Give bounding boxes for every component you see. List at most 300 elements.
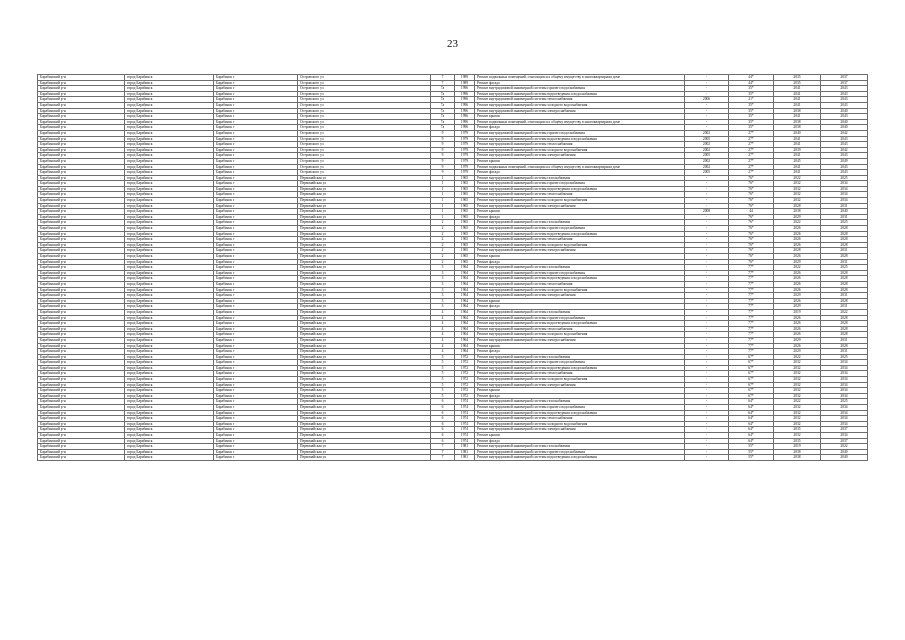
cell-year_from: 2026 [774,287,821,293]
cell-house: 6 [431,438,455,444]
cell-year_to: 2043 [821,97,868,103]
cell-work: Ремонт крыши [475,254,685,260]
cell-city: город Барабинск [125,192,214,198]
cell-current: - [685,354,729,360]
cell-city: город Барабинск [125,382,214,388]
cell-work: Ремонт внутридомовой инженерной системы электроснабжения [475,108,685,114]
cell-value: 35* [729,125,774,131]
cell-work: Ремонт внутридомовой инженерной системы холодного водоснабжения [475,102,685,108]
cell-work: Ремонт крыши [475,114,685,120]
cell-city: город Барабинск [125,377,214,383]
cell-current: - [685,192,729,198]
cell-settlement: Барабинск г [214,360,298,366]
cell-year_from: 2026 [774,315,821,321]
cell-year_to: 2040 [821,108,868,114]
cell-district: Барабинский р-н [38,75,125,81]
cell-street: Первомайская ул [298,321,431,327]
cell-street: Первомайская ул [298,226,431,232]
cell-district: Барабинский р-н [38,142,125,148]
cell-current: - [685,337,729,343]
cell-value: 76* [729,214,774,220]
cell-value: 35* [729,102,774,108]
cell-settlement: Барабинск г [214,265,298,271]
cell-district: Барабинский р-н [38,192,125,198]
cell-district: Барабинский р-н [38,136,125,142]
cell-year_to: 2031 [821,349,868,355]
cell-city: город Барабинск [125,354,214,360]
cell-city: город Барабинск [125,427,214,433]
cell-year_to: 2028 [821,270,868,276]
cell-current: - [685,365,729,371]
cell-street: Островского ул [298,119,431,125]
cell-street: Первомайская ул [298,421,431,427]
cell-district: Барабинский р-н [38,147,125,153]
cell-house: 6 [431,416,455,422]
cell-settlement: Барабинск г [214,203,298,209]
cell-value: 77* [729,287,774,293]
cell-value: 77* [729,270,774,276]
cell-year_from: 2032 [774,365,821,371]
cell-city: город Барабинск [125,365,214,371]
cell-house: 7а [431,125,455,131]
cell-value: 27* [729,130,774,136]
cell-district: Барабинский р-н [38,108,125,114]
cell-district: Барабинский р-н [38,220,125,226]
cell-current: - [685,276,729,282]
cell-value: 64* [729,427,774,433]
cell-year_to: 2034 [821,382,868,388]
cell-settlement: Барабинск г [214,231,298,237]
cell-year: 1996 [455,125,475,131]
cell-year_from: 2029 [774,337,821,343]
cell-year_to: 2034 [821,388,868,394]
cell-year: 1979 [455,142,475,148]
cell-street: Первомайская ул [298,360,431,366]
cell-value: 76* [729,226,774,232]
cell-settlement: Барабинск г [214,226,298,232]
cell-year_from: 2032 [774,360,821,366]
cell-house: 7 [431,455,455,461]
cell-work: Ремонт фасада [475,393,685,399]
cell-year_to: 2043 [821,142,868,148]
cell-year_to: 2028 [821,343,868,349]
cell-year_to: 2028 [821,298,868,304]
cell-current: - [685,309,729,315]
cell-year_to: 2031 [821,248,868,254]
cell-settlement: Барабинск г [214,119,298,125]
cell-current: - [685,433,729,439]
cell-street: Первомайская ул [298,416,431,422]
cell-settlement: Барабинск г [214,343,298,349]
cell-house: 3 [431,276,455,282]
cell-year: 1964 [455,332,475,338]
cell-current: - [685,80,729,86]
cell-year_from: 2028 [774,248,821,254]
cell-work: Ремонт внутридомовой инженерной системы холодного водоснабжения [475,377,685,383]
cell-year: 1965 [455,192,475,198]
cell-street: Островского ул [298,75,431,81]
cell-value: 64* [729,405,774,411]
cell-work: Ремонт внутридомовой инженерной системы теплоснабжения [475,142,685,148]
cell-district: Барабинский р-н [38,315,125,321]
cell-work: Ремонт подвальных помещений, относящихся к общему имуществу в многоквартирном доме [475,119,685,125]
cell-street: Островского ул [298,130,431,136]
cell-year: 1979 [455,170,475,176]
cell-value: 77* [729,298,774,304]
cell-year_from: 2041 [774,136,821,142]
cell-house: 2 [431,220,455,226]
cell-year_to: 2031 [821,259,868,265]
cell-district: Барабинский р-н [38,399,125,405]
cell-district: Барабинский р-н [38,455,125,461]
cell-value: 76* [729,175,774,181]
cell-street: Первомайская ул [298,192,431,198]
cell-house: 1 [431,181,455,187]
cell-year_to: 2028 [821,226,868,232]
cell-street: Первомайская ул [298,181,431,187]
cell-settlement: Барабинск г [214,125,298,131]
cell-city: город Барабинск [125,304,214,310]
cell-city: город Барабинск [125,75,214,81]
cell-year_to: 2034 [821,405,868,411]
cell-district: Барабинский р-н [38,393,125,399]
cell-work: Ремонт внутридомовой инженерной системы газоснабжения [475,309,685,315]
cell-value: 35* [729,108,774,114]
cell-house: 7а [431,86,455,92]
cell-year_from: 2038 [774,449,821,455]
cell-house: 7 [431,75,455,81]
cell-house: 2 [431,242,455,248]
cell-house: 4 [431,337,455,343]
cell-year_from: 2029 [774,214,821,220]
cell-current: - [685,108,729,114]
cell-house: 2 [431,226,455,232]
cell-work: Ремонт внутридомовой инженерной системы электроснабжения [475,248,685,254]
cell-city: город Барабинск [125,226,214,232]
cell-house: 6 [431,399,455,405]
cell-year: 1965 [455,203,475,209]
cell-work: Ремонт внутридомовой инженерной системы горячего водоснабжения [475,226,685,232]
cell-year_from: 2045 [774,158,821,164]
cell-street: Первомайская ул [298,270,431,276]
cell-district: Барабинский р-н [38,226,125,232]
cell-street: Островского ул [298,97,431,103]
cell-district: Барабинский р-н [38,181,125,187]
cell-street: Первомайская ул [298,377,431,383]
cell-year_from: 2035 [774,427,821,433]
cell-district: Барабинский р-н [38,438,125,444]
cell-house: 9 [431,158,455,164]
cell-year: 1979 [455,136,475,142]
cell-street: Первомайская ул [298,276,431,282]
cell-year_from: 2041 [774,102,821,108]
cell-city: город Барабинск [125,332,214,338]
cell-year_from: 2032 [774,192,821,198]
cell-district: Барабинский р-н [38,158,125,164]
cell-district: Барабинский р-н [38,281,125,287]
cell-current: 2006 [685,97,729,103]
cell-street: Первомайская ул [298,410,431,416]
cell-year_to: 2028 [821,242,868,248]
cell-settlement: Барабинск г [214,287,298,293]
cell-year: 1964 [455,326,475,332]
cell-work: Ремонт внутридомовой инженерной системы водоотведения и водоснабжения [475,186,685,192]
cell-district: Барабинский р-н [38,433,125,439]
cell-district: Барабинский р-н [38,382,125,388]
cell-current: - [685,427,729,433]
cell-house: 7а [431,108,455,114]
cell-current: - [685,388,729,394]
cell-year_from: 2040 [774,130,821,136]
cell-year_to: 2034 [821,371,868,377]
cell-house: 2 [431,259,455,265]
cell-settlement: Барабинск г [214,147,298,153]
cell-value: 76* [729,248,774,254]
cell-settlement: Барабинск г [214,86,298,92]
cell-current: 2005 [685,136,729,142]
cell-street: Первомайская ул [298,343,431,349]
cell-work: Ремонт внутридомовой инженерной системы водоотведения и водоснабжения [475,91,685,97]
cell-year: 1979 [455,130,475,136]
cell-street: Первомайская ул [298,220,431,226]
cell-city: город Барабинск [125,343,214,349]
cell-year_to: 2028 [821,326,868,332]
cell-house: 7а [431,114,455,120]
cell-street: Первомайская ул [298,382,431,388]
cell-value: 27* [729,153,774,159]
cell-year: 1964 [455,265,475,271]
cell-district: Барабинский р-н [38,321,125,327]
cell-current: - [685,237,729,243]
cell-street: Первомайская ул [298,293,431,299]
cell-street: Островского ул [298,86,431,92]
cell-settlement: Барабинск г [214,220,298,226]
cell-street: Первомайская ул [298,214,431,220]
cell-house: 5 [431,360,455,366]
cell-settlement: Барабинск г [214,365,298,371]
cell-year_to: 2025 [821,220,868,226]
cell-year_from: 2026 [774,237,821,243]
cell-street: Островского ул [298,153,431,159]
cell-house: 4 [431,326,455,332]
cell-street: Первомайская ул [298,309,431,315]
cell-house: 3 [431,293,455,299]
cell-year: 1979 [455,153,475,159]
cell-district: Барабинский р-н [38,388,125,394]
cell-year_from: 2026 [774,298,821,304]
cell-street: Первомайская ул [298,203,431,209]
cell-district: Барабинский р-н [38,254,125,260]
cell-settlement: Барабинск г [214,153,298,159]
cell-year_from: 2019 [774,444,821,450]
cell-year: 1989 [455,75,475,81]
cell-year: 1972 [455,377,475,383]
cell-year: 1996 [455,102,475,108]
cell-year_to: 2040 [821,455,868,461]
cell-year_to: 2025 [821,175,868,181]
cell-city: город Барабинск [125,248,214,254]
cell-current: - [685,248,729,254]
cell-value: 77* [729,337,774,343]
cell-value: 76* [729,186,774,192]
cell-street: Первомайская ул [298,242,431,248]
cell-settlement: Барабинск г [214,298,298,304]
cell-work: Ремонт внутридомовой инженерной системы теплоснабжения [475,97,685,103]
cell-value: 27* [729,158,774,164]
cell-value: 64* [729,399,774,405]
cell-year_from: 2019 [774,309,821,315]
cell-year_to: 2025 [821,265,868,271]
cell-house: 3 [431,270,455,276]
cell-year: 1964 [455,304,475,310]
cell-city: город Барабинск [125,254,214,260]
cell-city: город Барабинск [125,293,214,299]
cell-work: Ремонт внутридомовой инженерной системы газоснабжения [475,354,685,360]
cell-year_from: 2041 [774,142,821,148]
cell-settlement: Барабинск г [214,382,298,388]
cell-settlement: Барабинск г [214,410,298,416]
cell-year_to: 2043 [821,102,868,108]
cell-house: 3 [431,298,455,304]
cell-street: Первомайская ул [298,304,431,310]
cell-district: Барабинский р-н [38,427,125,433]
cell-year: 1965 [455,259,475,265]
cell-street: Первомайская ул [298,186,431,192]
cell-street: Островского ул [298,125,431,131]
cell-year_from: 2026 [774,321,821,327]
cell-work: Ремонт фасада [475,349,685,355]
cell-house: 6 [431,410,455,416]
cell-year_from: 2028 [774,203,821,209]
cell-house: 9 [431,142,455,148]
cell-current: 2002 [685,130,729,136]
cell-work: Ремонт внутридомовой инженерной системы электроснабжения [475,337,685,343]
cell-house: 4 [431,349,455,355]
cell-house: 3 [431,265,455,271]
cell-year_from: 2035 [774,438,821,444]
cell-street: Первомайская ул [298,265,431,271]
cell-value: 67* [729,393,774,399]
cell-year_to: 2034 [821,186,868,192]
cell-settlement: Барабинск г [214,455,298,461]
cell-value: 55* [729,449,774,455]
cell-year_from: 2032 [774,388,821,394]
cell-year_to: 2043 [821,153,868,159]
cell-city: город Барабинск [125,298,214,304]
cell-year: 1972 [455,388,475,394]
cell-work: Ремонт внутридомовой инженерной системы водоотведения и водоснабжения [475,321,685,327]
cell-year: 1996 [455,97,475,103]
cell-current: - [685,321,729,327]
cell-value: 64* [729,438,774,444]
cell-city: город Барабинск [125,108,214,114]
cell-year_to: 2040 [821,125,868,131]
table-body [38,75,868,461]
cell-house: 7а [431,119,455,125]
cell-house: 1 [431,186,455,192]
cell-year: 1965 [455,220,475,226]
cell-street: Первомайская ул [298,405,431,411]
cell-settlement: Барабинск г [214,254,298,260]
cell-street: Островского ул [298,80,431,86]
cell-district: Барабинский р-н [38,203,125,209]
cell-city: город Барабинск [125,287,214,293]
cell-house: 1 [431,203,455,209]
cell-year: 1964 [455,315,475,321]
cell-district: Барабинский р-н [38,410,125,416]
cell-city: город Барабинск [125,136,214,142]
cell-work: Ремонт крыши [475,433,685,439]
cell-current: - [685,298,729,304]
cell-current: - [685,75,729,81]
cell-current: - [685,326,729,332]
cell-settlement: Барабинск г [214,405,298,411]
cell-year: 1965 [455,254,475,260]
cell-year: 1964 [455,321,475,327]
cell-value: 76* [729,254,774,260]
cell-year_from: 2032 [774,186,821,192]
cell-district: Барабинский р-н [38,102,125,108]
cell-current: - [685,304,729,310]
cell-value: 67* [729,377,774,383]
cell-year_from: 2032 [774,405,821,411]
cell-city: город Барабинск [125,281,214,287]
cell-year_from: 2022 [774,399,821,405]
cell-year: 1965 [455,214,475,220]
cell-settlement: Барабинск г [214,209,298,215]
cell-district: Барабинский р-н [38,237,125,243]
cell-year: 1974 [455,410,475,416]
cell-year_to: 2037 [821,427,868,433]
cell-district: Барабинский р-н [38,214,125,220]
cell-year_to: 2034 [821,393,868,399]
cell-house: 7 [431,444,455,450]
cell-year: 1996 [455,108,475,114]
cell-year_from: 2032 [774,416,821,422]
cell-year_from: 2035 [774,80,821,86]
cell-year_from: 2038 [774,455,821,461]
cell-settlement: Барабинск г [214,270,298,276]
cell-street: Первомайская ул [298,248,431,254]
cell-year: 1996 [455,114,475,120]
cell-city: город Барабинск [125,186,214,192]
cell-settlement: Барабинск г [214,214,298,220]
cell-district: Барабинский р-н [38,444,125,450]
cell-settlement: Барабинск г [214,393,298,399]
cell-city: город Барабинск [125,393,214,399]
cell-city: город Барабинск [125,80,214,86]
cell-year_from: 2041 [774,91,821,97]
cell-street: Первомайская ул [298,388,431,394]
cell-year_to: 2028 [821,321,868,327]
cell-year_from: 2038 [774,125,821,131]
cell-work: Ремонт фасада [475,438,685,444]
cell-city: город Барабинск [125,270,214,276]
cell-street: Островского ул [298,136,431,142]
cell-street: Первомайская ул [298,175,431,181]
cell-year: 1979 [455,158,475,164]
cell-city: город Барабинск [125,410,214,416]
cell-year_from: 2026 [774,343,821,349]
cell-value: 35* [729,114,774,120]
cell-value: 44* [729,80,774,86]
cell-work: Ремонт фасада [475,125,685,131]
cell-work: Ремонт крыши [475,298,685,304]
cell-current: - [685,438,729,444]
cell-house: 5 [431,365,455,371]
cell-work: Ремонт внутридомовой инженерной системы холодного водоснабжения [475,242,685,248]
cell-value: 67* [729,382,774,388]
